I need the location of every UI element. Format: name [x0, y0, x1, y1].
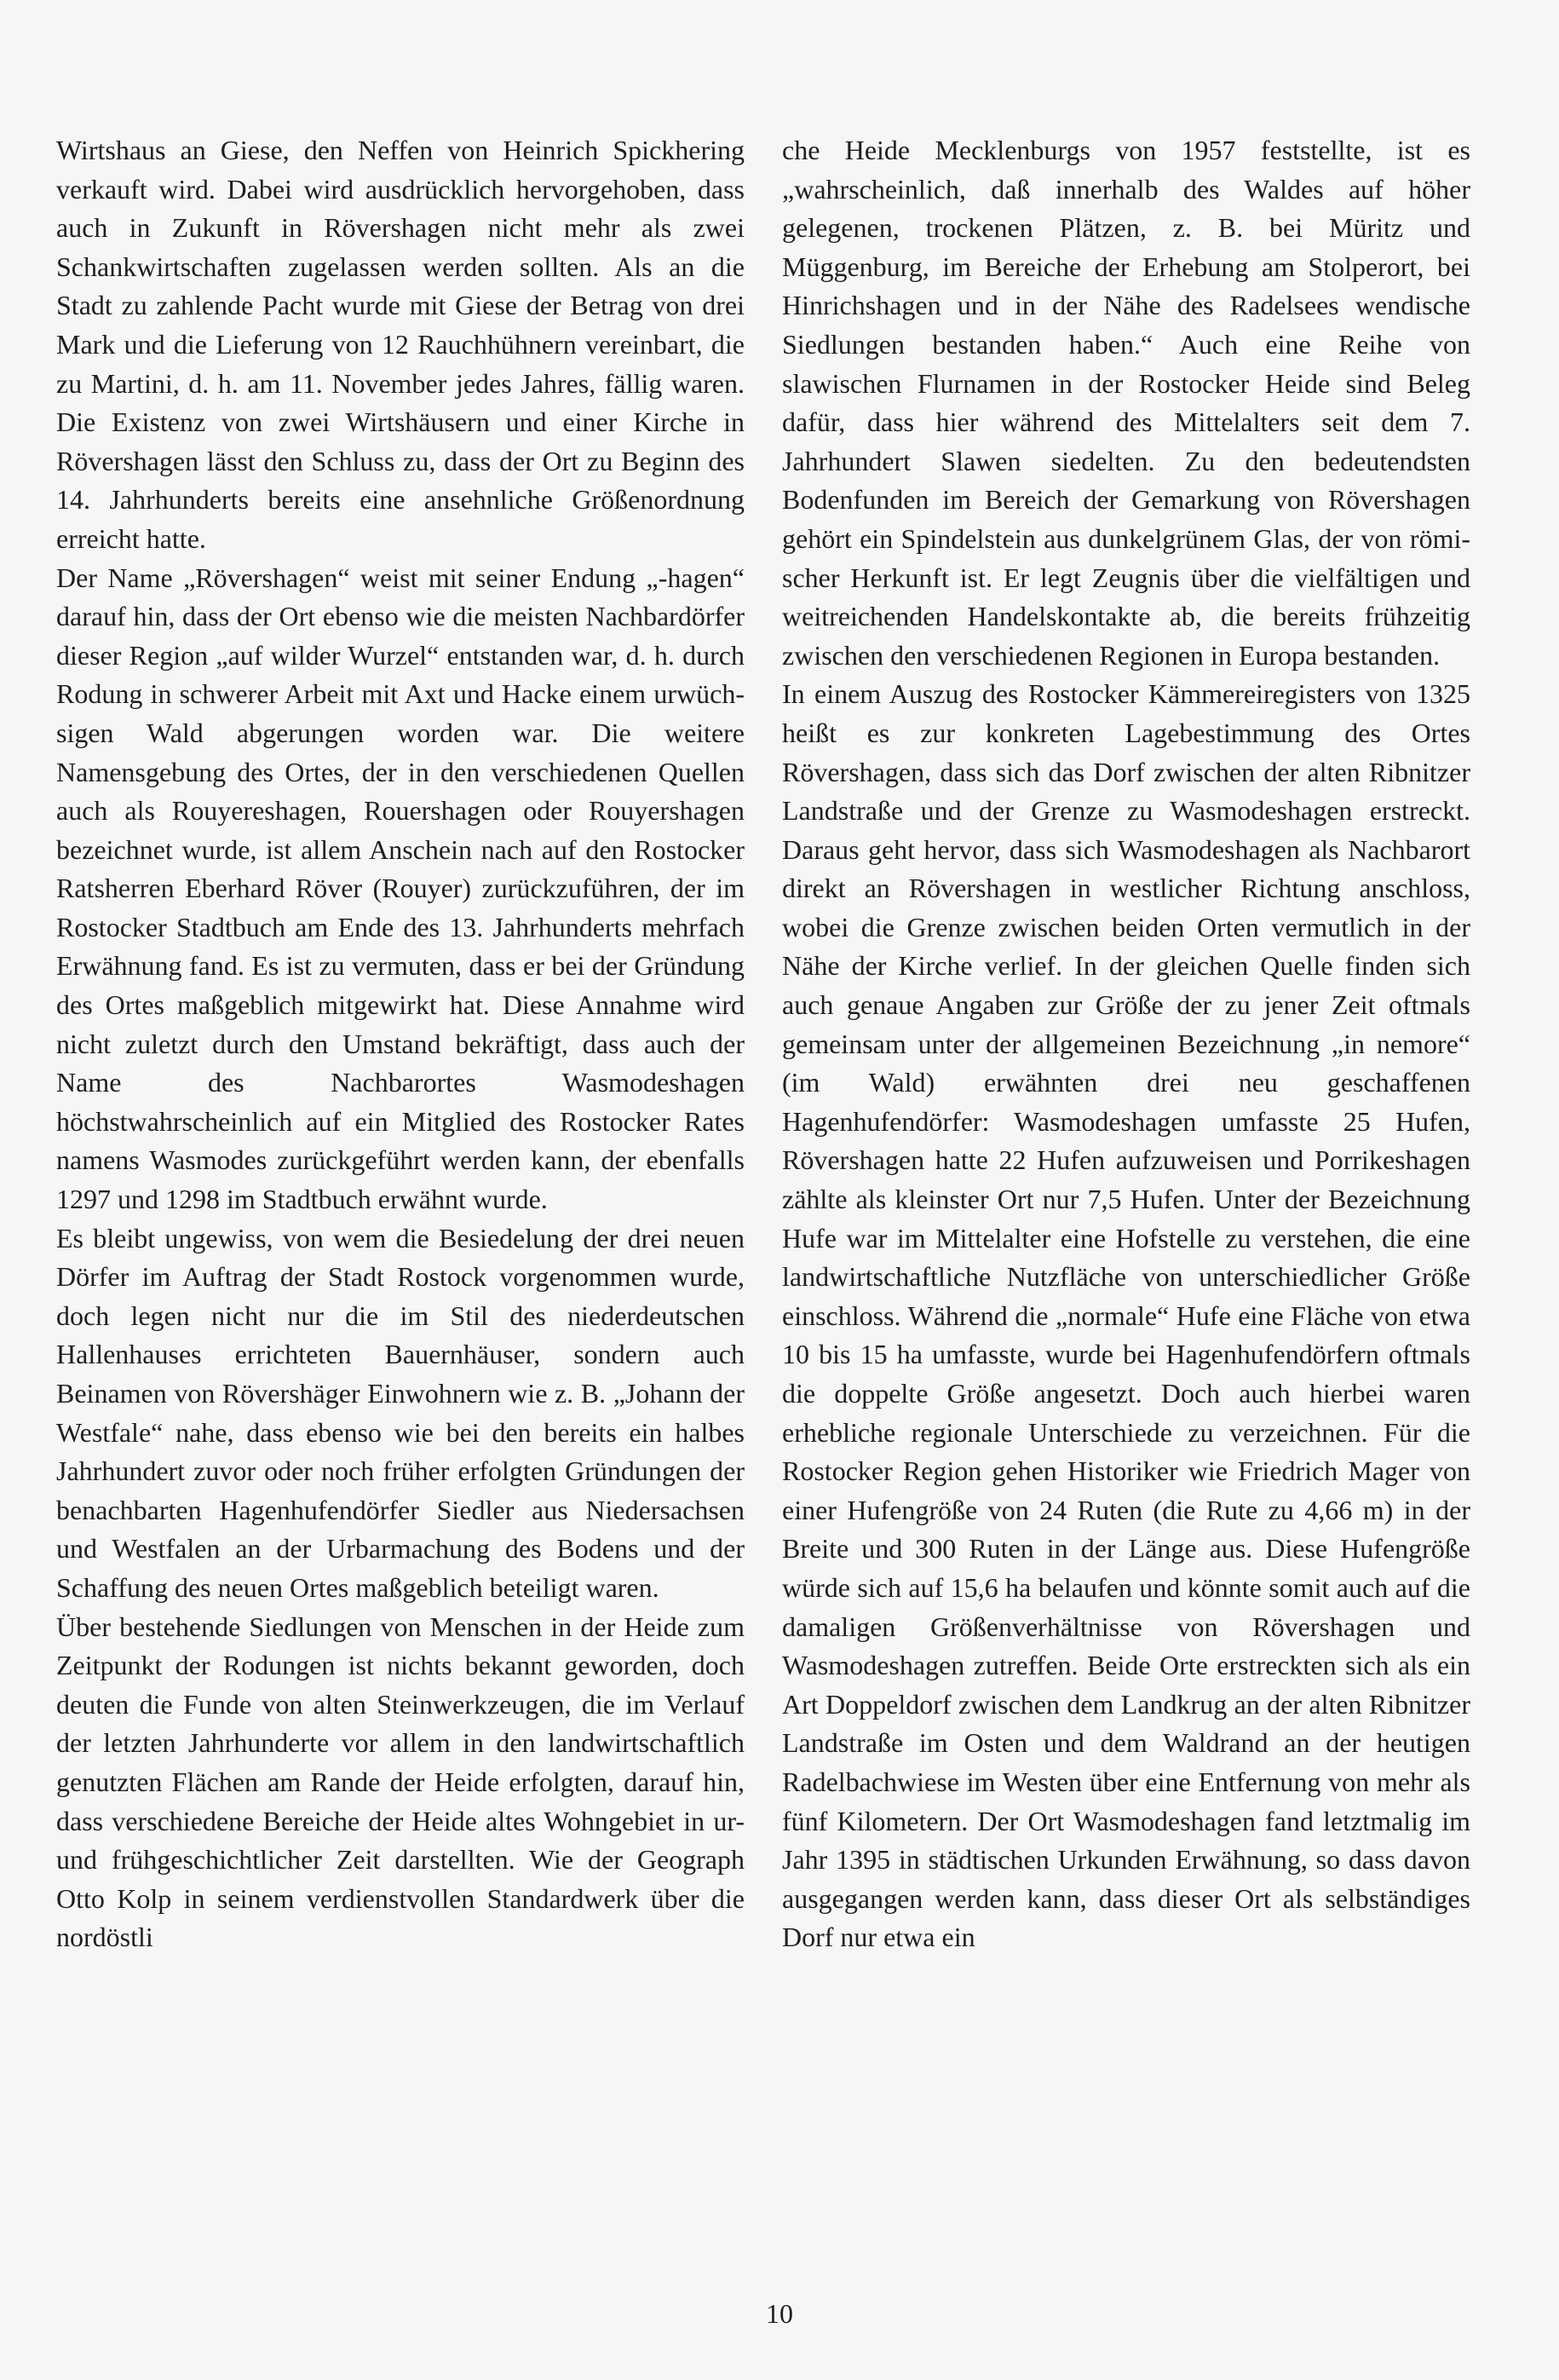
left-text-column — [56, 131, 745, 1957]
paragraph: Der Name „Rövershagen“ weist mit seiner Endung „-hagen“ darauf hin, dass der Ort ebenso wie die meisten Nachbardörfer dieser Region „auf wilder Wurzel“ entstanden war, d. h. durch Rodung in schwerer Arbeit mit Axt und Hacke einem urwüchsigen Wald abgerungen worden war. Die weitere Namensgebung des Ortes, der in den verschiedenen Quellen auch als Rouyereshagen, Rouershagen oder Rouyershagen bezeichnet wurde, ist allem Anschein nach auf den Rostocker Ratsherren Eberhard Röver (Rouyer) zurückzuführen, der im Rostocker Stadtbuch am Ende des 13. Jahrhunderts mehrfach Erwähnung fand. Es ist zu vermuten, dass er bei der Gründung des Ortes maßgeblich mitgewirkt hat. Diese Annahme wird nicht zuletzt durch den Umstand bekräftigt, dass auch der Name des Nachbarortes Wasmodeshagen höchstwahrscheinlich auf ein Mitglied des Rostocker Rates namens Wasmodes zurückgeführt werden kann, der ebenfalls 1297 und 1298 im Stadtbuch erwähnt wurde. — [56, 562, 745, 1215]
page-number: 10 — [766, 2298, 793, 2329]
paragraph: che Heide Mecklenburgs von 1957 feststellte, ist es „wahrscheinlich, daß innerhalb des Waldes auf höher gelegenen, trockenen Plätzen, z. B. bei Müritz und Müggenburg, im Bereiche der Erhebung am Stolperort, bei Hinrichshagen und in der Nähe des Radelsees wendische Siedlungen bestanden haben.“ Auch eine Reihe von slawischen Flurnamen in der Rostocker Heide sind Beleg dafür, dass hier während des Mittelalters seit dem 7. Jahrhundert Slawen siedelten. Zu den bedeutendsten Bodenfunden im Bereich der Gemarkung von Rövershagen gehört ein Spindelstein aus dunkelgrünem Glas, der von römischer Herkunft ist. Er legt Zeugnis über die vielfältigen und weitreichenden Handelskontakte ab, die bereits frühzeitig zwischen den verschiedenen Regionen in Europa bestanden. — [782, 135, 1470, 671]
paragraph: Über bestehende Siedlungen von Menschen in der Heide zum Zeitpunkt der Rodungen ist nichts bekannt geworden, doch deuten die Funde von alten Steinwerkzeugen, die im Verlauf der letzten Jahrhunderte vor allem in den landwirtschaftlich genutzten Flächen am Rande der Heide erfolgten, darauf hin, dass verschiedene Bereiche der Heide altes Wohngebiet in ur- und frühgeschichtlicher Zeit darstellten. Wie der Geograph Otto Kolp in seinem verdienstvollen Standardwerk über die nordöstli — [56, 1611, 745, 1953]
paragraph: Wirtshaus an Giese, den Neffen von Heinrich Spickhering verkauft wird. Dabei wird ausdrücklich hervorgehoben, dass auch in Zukunft in Rövershagen nicht mehr als zwei Schankwirtschaften zugelassen werden sollten. Als an die Stadt zu zahlende Pacht wurde mit Giese der Betrag von drei Mark und die Lieferung von 12 Rauchhühnern vereinbart, die zu Martini, d. h. am 11. November jedes Jahres, fällig waren. Die Existenz von zwei Wirtshäusern und einer Kirche in Rövershagen lässt den Schluss zu, dass der Ort zu Beginn des 14. Jahrhunderts bereits eine ansehnliche Größenordnung erreicht hatte. — [56, 135, 745, 554]
paragraph: Es bleibt ungewiss, von wem die Besiedelung der drei neuen Dörfer im Auftrag der Stadt Rostock vorgenommen wurde, doch legen nicht nur die im Stil des niederdeutschen Hallenhauses errichteten Bauernhäuser, sondern auch Beinamen von Rövershäger Einwohnern wie z. B. „Johann der Westfale“ nahe, dass ebenso wie bei den bereits ein halbes Jahrhundert zuvor oder noch früher erfolgten Gründungen der benachbarten Hagenhufendörfer Siedler aus Niedersachsen und Westfalen an der Urbarmachung des Bodens und der Schaffung des neuen Ortes maßgeblich beteiligt waren. — [56, 1222, 745, 1603]
right-text-column — [782, 131, 1470, 1957]
paragraph: In einem Auszug des Rostocker Kämmereiregisters von 1325 heißt es zur konkreten Lagebestimmung des Ortes Rövershagen, dass sich das Dorf zwischen der alten Ribnitzer Landstraße und der Grenze zu Wasmodeshagen erstreckt. Daraus geht hervor, dass sich Wasmodeshagen als Nachbarort direkt an Rövershagen in westlicher Richtung anschloss, wobei die Grenze zwischen beiden Orten vermutlich in der Nähe der Kirche verlief. In der gleichen Quelle finden sich auch genaue Angaben zur Größe der zu jener Zeit oftmals gemeinsam unter der allgemeinen Bezeichnung „in nemore“ (im Wald) erwähnten drei neu geschaffenen Hagenhufendörfer: Wasmodeshagen umfasste 25 Hufen, Rövershagen hatte 22 Hufen aufzuweisen und Porrikeshagen zählte als kleinster Ort nur 7,5 Hufen. Unter der Bezeichnung Hufe war im Mittelalter eine Hofstelle zu verstehen, die eine landwirtschaftliche Nutzfläche von unterschiedlicher Größe einschloss. Während die „normale“ Hufe eine Fläche von etwa 10 bis 15 ha umfasste, wurde bei Hagenhufendörfern oftmals die doppelte Größe angesetzt. Doch auch hierbei waren erhebliche regionale Unterschiede zu verzeichnen. Für die Rostocker Region gehen Historiker wie Friedrich Mager von einer Hufengröße von 24 Ruten (die Rute zu 4,66 m) in der Breite und 300 Ruten in der Länge aus. Diese Hufengröße würde sich auf 15,6 ha belaufen und könnte somit auch auf die damaligen Größenverhältnisse von Rövershagen und Wasmodeshagen zutreffen. Beide Orte erstreckten sich als ein Art Doppeldorf zwischen dem Landkrug an der alten Ribnitzer Landstraße im Osten und dem Waldrand an der heutigen Radelbachwiese im Westen über eine Entfernung von mehr als fünf Kilometern. Der Ort Wasmodeshagen fand letztmalig im Jahr 1395 in städtischen Urkunden Erwähnung, so dass davon ausgegangen werden kann, dass dieser Ort als selbständiges Dorf nur etwa ein — [782, 678, 1470, 1953]
